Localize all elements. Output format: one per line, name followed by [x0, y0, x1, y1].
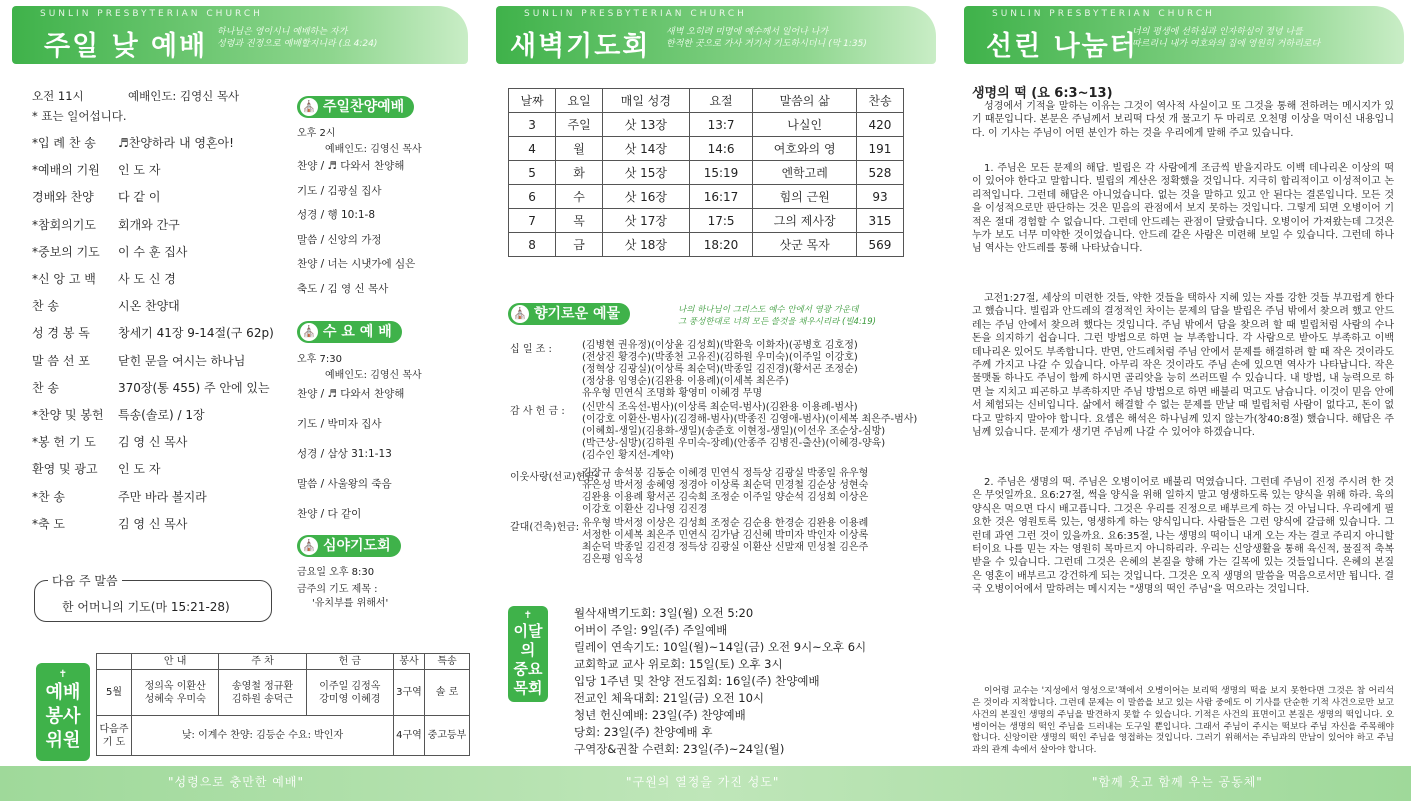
wednesday-badge: ⛪ 수 요 예 배 — [297, 321, 402, 343]
order-detail: 김 영 신 목사 — [118, 435, 188, 450]
table-row: 다음주 기 도 낮: 이계수 찬양: 김등순 수요: 박인자 4구역 중고등부 — [97, 716, 470, 756]
table-cell: 315 — [856, 209, 903, 233]
offering-names: (신만식 조옥선-범사)(이상록 최순덕-범사)(김완용 이용례-범사) (이강호 이환산-범사)(김경해-범사)(박종진 김영애-범사)(이세복 최은주-범사) (이혜희-생일)(김용화-생일)(송준호 이현정-생일)(이선우 조순상-심방) (박근상-심방)(김하원 우미숙-장례)(안종주 김병진-출산)(이혜경-양육) (김수인 황지선-계약) — [582, 402, 918, 461]
table-row — [509, 161, 904, 185]
table-cell: 7 — [509, 209, 556, 233]
table-cell: 수 — [556, 185, 603, 209]
order-item: 말 씀 선 포 — [32, 353, 90, 368]
table-cell: 17:5 — [689, 209, 753, 233]
news-item: 구역장&권찰 수련회: 23일(주)~24일(월) — [574, 742, 785, 756]
article-paragraph: 고전1:27절, 세상의 미련한 것들, 약한 것들을 택하사 지혜 있는 자를 강한 것들 부끄럽게 한다고 했습니다. 빌립과 안드레의 결정적인 차이는 문제의 답을 발립은 주님 밖에서 찾으려 했고 안드레는 주님 안에서 찾으려 했다는 것입니다. 주님 밖에서 답을 찾으려 할 때 빌립처럼 사람의 수나 돈을 의지하기 쉽습니다. 그런 방법으로 하면 늘 부족합니다. 각 사람으로 받아도 부족하고 이백 데나리온 있어도 부족합니다. 반면, 안드레처럼 주님 안에서 문제를 해결하려 할 때 작은 것이라도 주께 가지고 나갈 수 있습니다. 아무리 작은 것이라도 주님 손에 있으면 역사가 나타납니다. 작은 물맷돌 하나도 주님이 함께 하시면 골리앗을 능히 쓰러뜨릴 수 있습니다. 내 방법, 내 능력으로 하면 늘 지치고 피곤하고 부족하지만 주님 방법으로 하면 배불리 먹고도 남습니다. 이것이 믿음 안에서 체험되는 신비입니다. 삶에서 해결할 수 없는 문제를 만날 때 빌립처럼 사람이 없다고, 돈이 없다고 말하지 말아야 합니다. 요셉은 해석은 하나님께 있지 않는가(창40:8절) 했습니다. 해답은 주님께 있습니다. 문제가 생기면 주님께 나갈 수 있어야 하겠습니다. — [972, 293, 1394, 439]
table-cell: 화 — [556, 161, 603, 185]
praise-time: 오후 2시 — [297, 128, 336, 139]
col-header: 날짜 — [509, 89, 556, 113]
news-item: 당회: 23일(주) 찬양예배 후 — [574, 725, 713, 739]
table-cell: 15:19 — [689, 161, 753, 185]
table-cell: 삿 18장 — [603, 233, 690, 257]
order-detail: 사 도 신 경 — [118, 272, 176, 286]
table-cell: 삿 16장 — [603, 185, 690, 209]
order-item: 성 경 봉 독 — [32, 326, 90, 341]
order-detail: 시온 찬양대 — [118, 299, 180, 314]
order-detail: 김 영 신 목사 — [118, 516, 188, 531]
table-cell: 나실인 — [753, 113, 857, 137]
table-row: 5월 정의옥 이환산 성혜숙 우미숙 송영철 정규환 김하원 송덕근 이주일 김정옥 강미영 이혜경 3구역 솔 로 — [97, 670, 470, 716]
offering-names: 유우형 박서정 이상은 김성희 조정순 김순용 한경순 김완용 이용례 서정한 이세복 최은주 민연식 김가남 김신혜 박미자 박인자 이상록 최순덕 박종일 김진경 정득상 김광실 이환산 신말재 민성철 김은주 김은평 임옥성 — [582, 518, 869, 565]
col-header: 찬송 — [856, 89, 903, 113]
col-header: 안 내 — [132, 654, 219, 670]
table-cell: 420 — [856, 113, 903, 137]
news-item: 입당 1주년 및 찬양 전도집회: 16일(주) 찬양예배 — [574, 674, 820, 688]
col-header: 요일 — [556, 89, 603, 113]
table-row — [509, 185, 904, 209]
table-cell: 엔학고레 — [753, 161, 857, 185]
table-cell: 월 — [556, 137, 603, 161]
church-icon: ⛪ — [300, 98, 318, 116]
order-item: 찬 송 — [32, 380, 59, 395]
monthly-news-box: ✝ 이달의 중요 목회 — [508, 606, 548, 702]
order-detail: 다 같 이 — [118, 190, 161, 205]
stand-note: * 표는 일어섭니다. — [32, 109, 127, 123]
praise-row: 기도 / 김광실 집사 — [297, 184, 382, 197]
order-detail: 회개와 간구 — [118, 217, 180, 232]
church-name: SUNLIN PRESBYTERIAN CHURCH — [40, 9, 263, 19]
col-header: 특송 — [425, 654, 470, 670]
col-header: 봉사 — [394, 654, 425, 670]
praise-worship-badge: ⛪ 주일찬양예배 — [297, 96, 414, 118]
news-item: 월삭새벽기도회: 3일(월) 오전 5:20 — [574, 606, 754, 620]
table-cell: 191 — [856, 137, 903, 161]
sharing-column — [958, 0, 1411, 765]
table-cell: 삿 13장 — [603, 113, 690, 137]
table-row — [509, 113, 904, 137]
table-cell: 8 — [509, 233, 556, 257]
order-item: *봉 헌 기 도 — [32, 435, 96, 450]
footer-motto-1: "성령으로 충만한 예배" — [168, 775, 304, 789]
dawn-schedule-table — [508, 88, 904, 257]
offering-label: 이웃사랑(선교)헌금: — [510, 472, 599, 483]
order-detail: 주만 바라 볼지라 — [118, 489, 207, 504]
table-cell: 3 — [509, 113, 556, 137]
footer-motto-2: "구원의 열정을 가진 성도" — [626, 775, 780, 789]
sunday-worship-column — [0, 0, 480, 765]
article-paragraph: 성경에서 기적을 말하는 이유는 그것이 역사적 사실이고 또 그것을 통해 전하려는 메시지가 있기 때문입니다. 본문은 주님께서 보리떡 다섯 개 물고기 두 마리로 오천명 이상을 먹이신 내용입니다. 이 기사는 주님이 어떤 분인가 하는 것을 우리에게 말해 주고 있습니다. — [972, 101, 1394, 139]
wed-leader: 예배인도: 김영신 목사 — [325, 370, 422, 381]
table-cell: 삿 15장 — [603, 161, 690, 185]
table-cell: 569 — [856, 233, 903, 257]
sunday-title: 주일 낮 예배 — [44, 31, 208, 62]
order-item: 경배와 찬양 — [32, 190, 94, 205]
praise-leader: 예배인도: 김영신 목사 — [325, 144, 422, 155]
table-header-row — [509, 89, 904, 113]
order-item: *축 도 — [32, 516, 65, 531]
dawn-header — [496, 6, 936, 64]
church-icon: ⛪ — [300, 537, 318, 555]
table-cell: 삿군 목자 — [753, 233, 857, 257]
wed-row: 말씀 / 사울왕의 죽음 — [297, 478, 392, 490]
order-detail: 인 도 자 — [118, 163, 161, 178]
footer-motto-3: "함께 웃고 함께 우는 공동체" — [1092, 775, 1263, 789]
offering-label: 갈대(건축)헌금: — [510, 522, 580, 533]
sunday-leader: 예배인도: 김영신 목사 — [128, 89, 240, 103]
article-paragraph: 2. 주님은 생명의 떡. 주님은 오병이어로 배불리 먹였습니다. 그런데 주님이 진정 주시려 한 것은 무엇일까요. 요6:27절, 썩을 양식을 위해 일하지 말고 영생하도록 있는 양식을 위해 하라. 육의 양식은 먹으면 다시 배고픕니다. 그것은 우리를 진정으로 배부르게 하는 것 아닙니다. 우리에게 필요한 것은 영원토록 있는, 영생하게 하는 양식입니다. 사람들은 그런 양식에 갈급해 있습니다. 그런데 과연 그런 것이 있을까요. 요6:35절, 나는 생명의 떡이니 내게 오는 자는 결코 주리지 아니할 터이요 나를 믿는 자는 영원히 목마르지 아니하리라. 우리는 신앙생활을 통해 육신적, 물질적 축복 받을 수 있습니다. 그런데 그것은 은혜의 본질을 향해 가는 길목에 있는 것들입니다. 은혜의 본질은 영혼이 배부르고 강건하게 되는 것입니다. 그것은 오직 생명의 말씀을 먹음으로서만 됩니다. 결국 오병이어에서 말하려는 메시지는 "생명의 떡인 주님"을 먹으라는 것입니다. — [972, 477, 1394, 596]
wed-row: 찬양 / ♬ 다와서 찬양해 — [297, 388, 405, 400]
table-row — [97, 654, 470, 670]
offering-label: 십 일 조 : — [510, 344, 552, 355]
next-word: 한 어머니의 기도(마 15:21-28) — [62, 600, 230, 614]
order-detail: 이 수 훈 집사 — [118, 244, 188, 259]
praise-row: 말씀 / 신앙의 가정 — [297, 233, 382, 246]
order-item: 찬 송 — [32, 299, 59, 314]
news-item: 전교인 체육대회: 21일(금) 오전 10시 — [574, 691, 765, 705]
order-item: 환영 및 광고 — [32, 462, 98, 477]
wed-row: 찬양 / 다 같이 — [297, 508, 362, 520]
table-cell: 93 — [856, 185, 903, 209]
order-detail: 370장(통 455) 주 안에 있는 — [118, 380, 270, 395]
news-item: 릴레이 연속기도: 10일(월)~14일(금) 오전 9시~오후 6시 — [574, 640, 867, 654]
church-name: SUNLIN PRESBYTERIAN CHURCH — [992, 9, 1215, 19]
wed-row: 성경 / 삼상 31:1-13 — [297, 448, 392, 460]
article-paragraph: 이어령 교수는 '지성에서 영성으로'책에서 오병이어는 보리떡 생명의 떡을 보지 못한다면 그것은 참 어리석은 것이라 지적합니다. 그런데 문제는 이 말씀을 보고 있는 사람 중에도 이 기사를 단순한 기적 사건으로만 보고 사건의 본질인 생명의 주님을 발견하지 못할 수 있습니다. 기적은 사건의 표면이고 본질은 생명의 떡입니다. 오병이어는 생명의 떡인 주님을 드러내는 도구일 뿐입니다. 그래서 주님이 주시는 떡보다 주님 자신을 주목해야 합니다. 신앙이란 생명의 떡인 주님을 영접하는 것입니다. 그러기 위해서는 주님과의 만남이 있어야 하고 주님과의 관계 속에서 살아야 합니다. — [972, 686, 1394, 756]
sunday-time: 오전 11시 — [32, 89, 84, 103]
praise-row: 축도 / 김 영 신 목사 — [297, 282, 389, 295]
table-cell: 여호와의 영 — [753, 137, 857, 161]
order-item: *입 례 찬 송 — [32, 136, 96, 150]
order-item: *참회의기도 — [32, 217, 96, 232]
order-detail: 인 도 자 — [118, 462, 161, 477]
order-item: *예배의 기원 — [32, 163, 100, 178]
cross-icon: ✝ — [58, 669, 68, 680]
order-item: *신 앙 고 백 — [32, 272, 96, 286]
offering-names: (김병현 권유정)(이상윤 김성희)(박환욱 이화자)(공병호 김호정) (전상진 황경수)(박종천 고유진)(김하원 우미숙)(이주일 이강호) (정혁상 김광실)(이상록 최순덕)(박종일 김진경)(황서곤 조정순) (정상용 임영순)(김완용 이용례)(이세복 최은주) 유우형 민연식 조명화 황영미 이혜경 무명 — [582, 340, 858, 399]
news-item: 교회학교 교사 위로회: 15일(토) 오후 3시 — [574, 657, 783, 671]
wed-time: 오후 7:30 — [297, 354, 342, 365]
offering-names: 김장규 송석봉 김동순 이혜경 민연식 정득상 김광실 박종일 유우형 유은성 박서정 송혜영 정경아 이상록 최순덕 민경철 김순상 성현숙 김완용 이용례 황서곤 김숙희 조정순 이주일 양순석 김성희 이상은 이강호 이환산 김나영 김진경 — [582, 468, 869, 515]
service-table — [96, 653, 470, 756]
night-topic-label: 금주의 기도 제목 : — [297, 584, 378, 595]
news-item: 청년 헌신예배: 23일(주) 찬양예배 — [574, 708, 746, 722]
table-cell: 18:20 — [689, 233, 753, 257]
church-icon: ⛪ — [300, 323, 318, 341]
service-committee-box: ✝ 예배 봉사 위원 — [36, 663, 90, 761]
table-cell: 주일 — [556, 113, 603, 137]
dawn-title: 새벽기도회 — [510, 31, 651, 62]
col-header: 요절 — [689, 89, 753, 113]
table-row — [509, 233, 904, 257]
article-title: 생명의 떡 (요 6:3~13) — [972, 86, 1113, 101]
praise-row: 찬양 / ♬ 다와서 찬양해 — [297, 160, 405, 172]
wed-row: 기도 / 박미자 집사 — [297, 418, 382, 430]
table-cell: 목 — [556, 209, 603, 233]
sunday-verse: 하나님은 영이시니 예배하는 자가 성령과 진정으로 예배할지니라 (요 4:24) — [217, 27, 378, 49]
praise-row: 성경 / 행 10:1-8 — [297, 209, 376, 221]
offering-verse-2: 그 풍성한대로 너희 모든 쓸것을 채우시리라 (빌4:19) — [678, 317, 876, 327]
order-item: *찬 송 — [32, 489, 65, 504]
praise-row: 찬양 / 너는 시냇가에 심은 — [297, 258, 416, 270]
dawn-prayer-column — [488, 0, 950, 765]
sharing-header — [964, 6, 1404, 64]
table-cell: 삿 14장 — [603, 137, 690, 161]
night-time: 금요일 오후 8:30 — [297, 567, 375, 578]
table-cell: 16:17 — [689, 185, 753, 209]
table-cell: 14:6 — [689, 137, 753, 161]
order-detail: ♬찬양하라 내 영혼아! — [118, 136, 234, 150]
table-cell: 그의 제사장 — [753, 209, 857, 233]
order-item: *찬양 및 봉헌 — [32, 408, 104, 422]
table-cell: 금 — [556, 233, 603, 257]
news-item: 어버이 주일: 9일(주) 주일예배 — [574, 623, 728, 637]
order-item: *중보의 기도 — [32, 244, 100, 259]
offering-label: 감 사 헌 금 : — [510, 406, 565, 417]
table-row — [509, 137, 904, 161]
col-header: 헌 금 — [306, 654, 393, 670]
night-prayer-badge: ⛪ 심야기도회 — [297, 535, 401, 557]
order-detail: 닫힌 문을 여시는 하나님 — [118, 353, 246, 368]
table-cell: 삿 17장 — [603, 209, 690, 233]
table-row — [509, 209, 904, 233]
dawn-verse: 새벽 오히려 미명에 예수께서 일어나 나가 한적한 곳으로 가사 거기서 기도하시더니 (막 1:35) — [666, 27, 867, 49]
offering-verse-1: 나의 하나님이 그리스도 예수 안에서 영광 가운데 — [678, 305, 859, 315]
night-topic: '유치부를 위해서' — [312, 598, 389, 609]
table-cell: 528 — [856, 161, 903, 185]
church-icon: ⛪ — [511, 305, 529, 323]
sunday-header — [12, 6, 468, 64]
article-paragraph: 1. 주님은 모든 문제의 해답. 빌립은 각 사람에게 조금씩 받을지라도 이백 데나리온 이상의 떡이 있어야 한다고 말합니다. 빌립의 계산은 정확했을 것입니다. 지극히 합리적이고 이성적이고 논리적입니다. 그런데 해답은 아니었습니다. 없는 것을 말하고 있고 안 된다는 결론입니다. 모든 것을 이성적으로만 판단하는 것은 믿음의 관점에서 보지 못하는 것입니다. 그렇게 되면 오병이어 기적은 절대 경험할 수 없습니다. 그런데 안드레는 관점이 달랐습니다. 오병이어 가져왔는데 그것은 누가 보도 너무 미약한 것이었습니다. 안드레 같은 사람은 미련해 보일 수 있습니다. 그런데 하나님 역사는 안드레를 통해 나타났습니다. — [972, 163, 1394, 255]
col-header: 주 차 — [219, 654, 306, 670]
col-header: 매일 성경 — [603, 89, 690, 113]
order-detail: 창세기 41장 9-14절(구 62p) — [118, 326, 274, 341]
sharing-verse: 너의 평생에 선하심과 인자하심이 정녕 나를 따르리니 내가 여호와의 집에 영원히 거하리로다 — [1132, 27, 1321, 49]
table-cell: 4 — [509, 137, 556, 161]
table-cell: 6 — [509, 185, 556, 209]
offering-badge: ⛪ 향기로운 예물 — [508, 303, 630, 325]
table-cell: 5 — [509, 161, 556, 185]
col-header: 말씀의 삶 — [753, 89, 857, 113]
cross-icon: ✝ — [523, 610, 533, 621]
church-name: SUNLIN PRESBYTERIAN CHURCH — [524, 9, 747, 19]
order-detail: 특송(솔로) / 1장 — [118, 408, 205, 422]
table-cell: 13:7 — [689, 113, 753, 137]
sharing-title: 선린 나눔터 — [986, 31, 1138, 62]
table-cell: 힘의 근원 — [753, 185, 857, 209]
next-word-label: 다음 주 말씀 — [48, 572, 122, 589]
footer-band — [0, 766, 1411, 801]
